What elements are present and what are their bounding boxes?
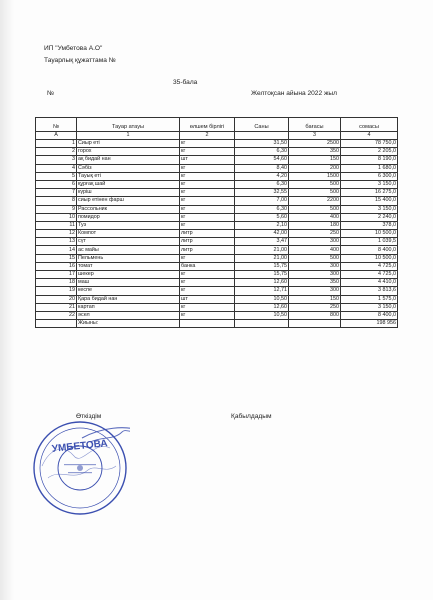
item-name-cell: әсел	[77, 311, 180, 319]
item-name-cell: Компот	[77, 230, 180, 238]
goods-table	[35, 117, 398, 328]
unit-cell: кг	[180, 221, 235, 229]
row-number-cell: 6	[36, 180, 77, 188]
total-empty-cell	[235, 320, 289, 328]
table-row	[36, 156, 398, 164]
unit-cell: литр	[180, 230, 235, 238]
index-cell: А	[36, 132, 77, 140]
index-cell: 2	[180, 132, 235, 140]
quantity-cell: 10,50	[235, 295, 289, 303]
unit-cell: кг	[180, 311, 235, 319]
sum-cell: 3 150,0	[341, 205, 398, 213]
unit-cell: шт	[180, 295, 235, 303]
row-number-cell: 1	[36, 140, 77, 148]
item-name-cell: Рассольник	[77, 205, 180, 213]
index-cell: 4	[341, 132, 398, 140]
item-name-cell: Тауық еті	[77, 172, 180, 180]
unit-cell: банка	[180, 262, 235, 270]
item-name-cell: Сәбіз	[77, 164, 180, 172]
item-name-cell: Сиыр еті	[77, 140, 180, 148]
price-cell: 300	[289, 287, 341, 295]
index-cell: 1	[77, 132, 180, 140]
sum-cell: 3 813,6	[341, 287, 398, 295]
document-title: Тауарлық құжаттама №	[44, 57, 116, 64]
table-row	[36, 197, 398, 205]
price-cell: 200	[289, 164, 341, 172]
table-header-row	[36, 118, 398, 132]
item-name-cell: шекер	[77, 271, 180, 279]
unit-cell: шт	[180, 156, 235, 164]
sum-cell: 10 500,0	[341, 254, 398, 262]
price-cell: 1500	[289, 172, 341, 180]
sum-cell: 16 275,0	[341, 189, 398, 197]
item-name-cell: сүт	[77, 238, 180, 246]
item-name-cell: сиыр етінен фарш	[77, 197, 180, 205]
row-number-cell: 18	[36, 279, 77, 287]
table-row	[36, 205, 398, 213]
item-name-cell: маш	[77, 279, 180, 287]
unit-cell: кг	[180, 213, 235, 221]
unit-cell: кг	[180, 271, 235, 279]
sum-cell: 2 240,0	[341, 213, 398, 221]
index-cell	[235, 132, 289, 140]
unit-cell: литр	[180, 246, 235, 254]
unit-cell: кг	[180, 303, 235, 311]
table-row	[36, 246, 398, 254]
col-quantity: Саны	[235, 118, 289, 132]
quantity-cell: 3,47	[235, 238, 289, 246]
sum-cell: 3 150,0	[341, 180, 398, 188]
seal-name-text: УМБЕТОВА	[51, 438, 109, 455]
sum-cell: 78 750,0	[341, 140, 398, 148]
row-number-cell: 4	[36, 164, 77, 172]
unit-cell: кг	[180, 197, 235, 205]
table-row	[36, 213, 398, 221]
quantity-cell: 12,60	[235, 279, 289, 287]
unit-cell: кг	[180, 205, 235, 213]
item-name-cell: томат	[77, 262, 180, 270]
sum-cell: 1 680,0	[341, 164, 398, 172]
row-number-cell: 15	[36, 254, 77, 262]
unit-cell: кг	[180, 140, 235, 148]
sum-cell: 1 039,5	[341, 238, 398, 246]
price-cell: 500	[289, 189, 341, 197]
quantity-cell: 12,71	[235, 287, 289, 295]
table-row	[36, 172, 398, 180]
quantity-cell: 8,40	[235, 164, 289, 172]
price-cell: 500	[289, 254, 341, 262]
unit-cell: кг	[180, 287, 235, 295]
sum-cell: 1 575,0	[341, 295, 398, 303]
row-number-cell: 21	[36, 303, 77, 311]
total-empty-cell	[180, 320, 235, 328]
quantity-cell: 6,30	[235, 205, 289, 213]
table-row	[36, 295, 398, 303]
received-label: Қабылдадым	[231, 413, 272, 420]
table-row	[36, 262, 398, 270]
item-name-cell: Қара бидай нан	[77, 295, 180, 303]
quantity-cell: 6,30	[235, 180, 289, 188]
quantity-cell: 4,20	[235, 172, 289, 180]
sum-cell: 8 190,0	[341, 156, 398, 164]
recipient-label: 35-бала	[173, 79, 198, 86]
quantity-cell: 5,60	[235, 213, 289, 221]
row-number-cell: 19	[36, 287, 77, 295]
price-cell: 300	[289, 271, 341, 279]
quantity-cell: 7,00	[235, 197, 289, 205]
sum-cell: 2 205,0	[341, 148, 398, 156]
price-cell: 150	[289, 295, 341, 303]
quantity-cell: 42,00	[235, 230, 289, 238]
scan-edge	[0, 0, 14, 600]
price-cell: 400	[289, 246, 341, 254]
table-index-row	[36, 132, 398, 140]
unit-cell: литр	[180, 238, 235, 246]
row-number-cell: 7	[36, 189, 77, 197]
quantity-cell: 21,00	[235, 254, 289, 262]
table-row	[36, 189, 398, 197]
quantity-cell: 6,30	[235, 148, 289, 156]
row-number-cell: 17	[36, 271, 77, 279]
item-name-cell: күріш	[77, 189, 180, 197]
price-cell: 2200	[289, 197, 341, 205]
table-row	[36, 303, 398, 311]
table-body	[36, 140, 398, 320]
total-row	[36, 320, 398, 328]
item-name-cell: Туз	[77, 221, 180, 229]
quantity-cell: 31,50	[235, 140, 289, 148]
sum-cell: 4 725,0	[341, 271, 398, 279]
row-number-cell: 3	[36, 156, 77, 164]
price-cell: 500	[289, 180, 341, 188]
col-number: №	[36, 118, 77, 132]
table-row	[36, 221, 398, 229]
price-cell: 350	[289, 148, 341, 156]
unit-cell: кг	[180, 180, 235, 188]
total-empty-cell	[289, 320, 341, 328]
company-seal-stamp	[30, 418, 130, 518]
quantity-cell: 21,00	[235, 246, 289, 254]
unit-cell: кг	[180, 164, 235, 172]
handed-over-label: Өткіздім	[76, 413, 102, 420]
quantity-cell: 15,75	[235, 271, 289, 279]
row-number-cell: 8	[36, 197, 77, 205]
col-item-name: Тауар атауы	[77, 118, 180, 132]
sum-cell: 15 400,0	[341, 197, 398, 205]
table-row	[36, 230, 398, 238]
item-name-cell: құрғақ шай	[77, 180, 180, 188]
item-name-cell: картап	[77, 303, 180, 311]
price-cell: 250	[289, 303, 341, 311]
table-row	[36, 148, 398, 156]
row-number-cell: 22	[36, 311, 77, 319]
price-cell: 2500	[289, 140, 341, 148]
sum-cell: 378,0	[341, 221, 398, 229]
item-name-cell: кеспе	[77, 287, 180, 295]
unit-cell: кг	[180, 254, 235, 262]
unit-cell: кг	[180, 189, 235, 197]
item-name-cell: Пельмень	[77, 254, 180, 262]
row-number-cell: 5	[36, 172, 77, 180]
total-value: 198 956	[341, 320, 398, 328]
row-number-cell: 16	[36, 262, 77, 270]
unit-cell: кг	[180, 279, 235, 287]
quantity-cell: 32,55	[235, 189, 289, 197]
sum-cell: 8 400,0	[341, 311, 398, 319]
item-name-cell: ақ бидай нан	[77, 156, 180, 164]
price-cell: 300	[289, 262, 341, 270]
table-row	[36, 279, 398, 287]
quantity-cell: 10,50	[235, 311, 289, 319]
price-cell: 300	[289, 238, 341, 246]
row-number-cell: 9	[36, 205, 77, 213]
table-row	[36, 254, 398, 262]
table-row	[36, 271, 398, 279]
row-number-cell: 11	[36, 221, 77, 229]
quantity-cell: 15,75	[235, 262, 289, 270]
quantity-cell: 2,10	[235, 221, 289, 229]
table-row	[36, 180, 398, 188]
table-row	[36, 311, 398, 319]
row-number-cell: 2	[36, 148, 77, 156]
row-number-cell: 10	[36, 213, 77, 221]
row-number-cell: 13	[36, 238, 77, 246]
col-price: бағасы	[289, 118, 341, 132]
table-row	[36, 287, 398, 295]
price-cell: 400	[289, 213, 341, 221]
row-number-cell: 12	[36, 230, 77, 238]
sum-cell: 4 725,0	[341, 262, 398, 270]
price-cell: 250	[289, 230, 341, 238]
total-empty-cell	[36, 320, 77, 328]
sum-cell: 6 300,0	[341, 172, 398, 180]
price-cell: 500	[289, 205, 341, 213]
price-cell: 800	[289, 311, 341, 319]
sum-cell: 10 500,0	[341, 230, 398, 238]
index-cell: 3	[289, 132, 341, 140]
item-name-cell: помидор	[77, 213, 180, 221]
number-label: №	[47, 90, 55, 97]
row-number-cell: 14	[36, 246, 77, 254]
sum-cell: 3 150,0	[341, 303, 398, 311]
table-row	[36, 164, 398, 172]
row-number-cell: 20	[36, 295, 77, 303]
company-name: ИП "Умбетова А.О"	[44, 45, 103, 52]
table-row	[36, 238, 398, 246]
date-text: Желтоқсан айына 2022 жыл	[251, 90, 337, 97]
item-name-cell: горох	[77, 148, 180, 156]
quantity-cell: 54,60	[235, 156, 289, 164]
price-cell: 180	[289, 221, 341, 229]
col-unit: өлшем бірлігі	[180, 118, 235, 132]
col-sum: сомасы	[341, 118, 398, 132]
quantity-cell: 12,60	[235, 303, 289, 311]
item-name-cell: ас майы	[77, 246, 180, 254]
price-cell: 350	[289, 279, 341, 287]
unit-cell: кг	[180, 172, 235, 180]
total-label: Жиыны:	[77, 320, 180, 328]
unit-cell: кг	[180, 148, 235, 156]
sum-cell: 4 410,0	[341, 279, 398, 287]
table-row	[36, 140, 398, 148]
price-cell: 150	[289, 156, 341, 164]
sum-cell: 8 400,0	[341, 246, 398, 254]
